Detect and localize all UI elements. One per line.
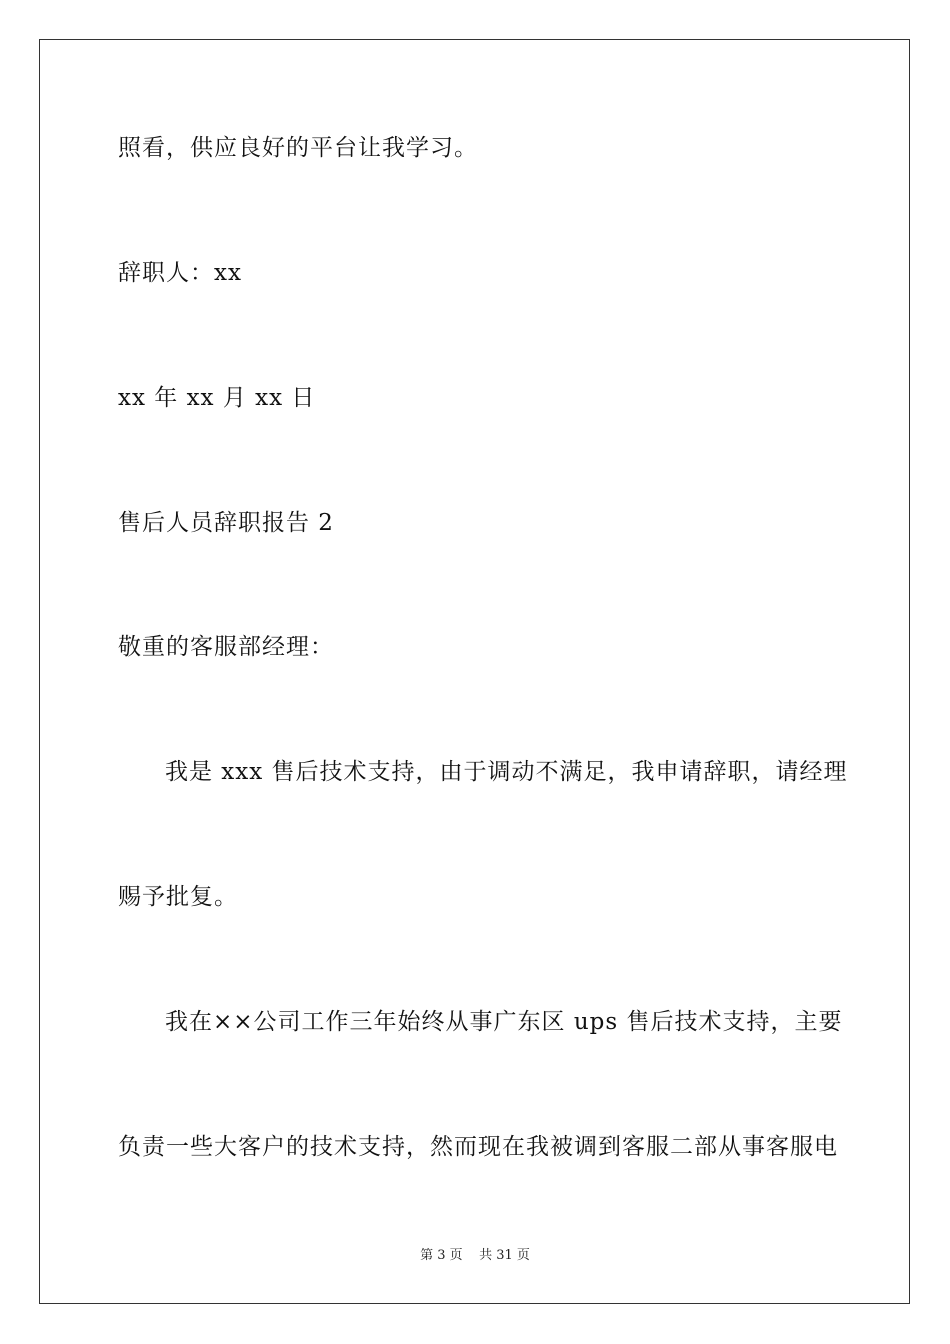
- signer-line: 辞职人：xx: [118, 260, 242, 286]
- page-border: [39, 39, 910, 1304]
- body-text-line: 照看，供应良好的平台让我学习。: [118, 135, 478, 161]
- body-text-line: 负责一些大客户的技术支持，然而现在我被调到客服二部从事客服电: [118, 1134, 838, 1160]
- date-line: xx 年 xx 月 xx 日: [118, 385, 316, 411]
- section-title: 售后人员辞职报告 2: [118, 510, 334, 536]
- body-text-line: 赐予批复。: [118, 884, 238, 910]
- page-footer: 第 3 页 共 31 页: [420, 1248, 530, 1263]
- salutation: 敬重的客服部经理：: [118, 634, 334, 660]
- body-text-line: 我在××公司工作三年始终从事广东区 ups 售后技术支持，主要: [165, 1009, 843, 1035]
- body-text-line: 我是 xxx 售后技术支持，由于调动不满足，我申请辞职，请经理: [165, 759, 848, 785]
